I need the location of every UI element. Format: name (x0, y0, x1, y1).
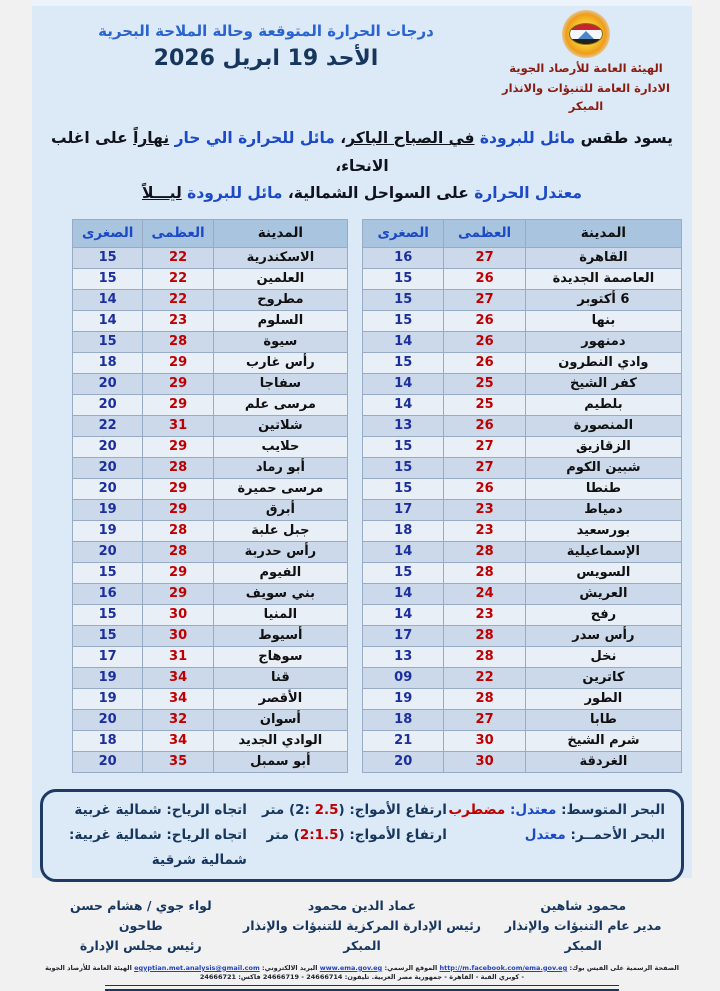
cell-min: 15 (73, 268, 143, 289)
text-segment: مائل للبرودة (181, 183, 283, 202)
cell-max: 29 (143, 583, 213, 604)
cell-max: 32 (143, 709, 213, 730)
text-segment: يسود طقس (575, 129, 673, 148)
cell-city: شلاتين (213, 415, 347, 436)
cell-max: 22 (143, 247, 213, 268)
cell-min: 18 (73, 730, 143, 751)
mediterranean-waves (247, 798, 447, 823)
cell-min: 15 (363, 289, 444, 310)
cell-city: السويس (525, 562, 681, 583)
cell-max: 26 (444, 352, 525, 373)
city-row (73, 541, 348, 562)
signature-title: مدير عام التنبؤات والإنذار المبكر (504, 917, 662, 953)
city-row (363, 688, 682, 709)
city-row (363, 646, 682, 667)
cell-city: الوادي الجديد (213, 730, 347, 751)
cell-city: مرسى حميرة (213, 478, 347, 499)
city-row (363, 625, 682, 646)
cell-city: بني سويف (213, 583, 347, 604)
cell-max: 29 (143, 373, 213, 394)
cell-max: 22 (143, 268, 213, 289)
cell-city: جبل علبة (213, 520, 347, 541)
cell-min: 14 (363, 394, 444, 415)
cell-min: 18 (363, 709, 444, 730)
sea-label: البحر المتوسط: (556, 801, 665, 818)
sea-state-moderate: معتدل (524, 826, 566, 843)
signature-head-central (236, 896, 489, 956)
red-sea-row (59, 823, 665, 873)
city-row (73, 394, 348, 415)
cell-city: أسوان (213, 709, 347, 730)
signature-chairman (46, 896, 236, 956)
summary-line-2 (46, 180, 678, 207)
temps-table-coastal-cities (72, 219, 348, 773)
city-row (73, 646, 348, 667)
cell-city: كاترين (525, 667, 681, 688)
cell-min: 19 (73, 667, 143, 688)
cell-min: 20 (73, 436, 143, 457)
cell-city: نخل (525, 646, 681, 667)
city-row (73, 310, 348, 331)
cell-city: 6 أكتوبر (525, 289, 681, 310)
cell-city: أبو سمبل (213, 751, 347, 772)
cell-max: 23 (444, 604, 525, 625)
cell-city: شرم الشيخ (525, 730, 681, 751)
cell-min: 15 (363, 352, 444, 373)
city-row (73, 268, 348, 289)
cell-min: 20 (73, 373, 143, 394)
cell-max: 27 (444, 436, 525, 457)
cell-min: 14 (363, 373, 444, 394)
cell-max: 30 (444, 751, 525, 772)
cell-city: أبرق (213, 499, 347, 520)
mediterranean-row (59, 798, 665, 823)
cell-max: 30 (444, 730, 525, 751)
city-row (363, 352, 682, 373)
city-row (363, 436, 682, 457)
cell-city: بلطيم (525, 394, 681, 415)
cell-max: 29 (143, 478, 213, 499)
cell-city: بورسعيد (525, 520, 681, 541)
cell-min: 19 (73, 688, 143, 709)
cell-city: كفر الشيخ (525, 373, 681, 394)
city-row (73, 373, 348, 394)
signature-title: رئيس مجلس الإدارة (79, 937, 202, 953)
cell-max: 29 (143, 394, 213, 415)
cell-city: مطروح (213, 289, 347, 310)
cell-city: دمنهور (525, 331, 681, 352)
text-segment: ليـــلاً (141, 183, 182, 202)
cell-max: 26 (444, 310, 525, 331)
cell-min: 14 (363, 604, 444, 625)
cell-city: القاهرة (525, 247, 681, 268)
cell-min: 18 (363, 520, 444, 541)
cell-min: 22 (73, 415, 143, 436)
city-row (363, 415, 682, 436)
cell-min: 20 (73, 394, 143, 415)
city-row (363, 604, 682, 625)
cell-city: سوهاج (213, 646, 347, 667)
city-row (73, 562, 348, 583)
forecast-bulletin (32, 0, 692, 982)
cell-max: 29 (143, 436, 213, 457)
cell-min: 20 (73, 541, 143, 562)
red-sea-state (447, 823, 665, 848)
city-row (363, 520, 682, 541)
cell-max: 27 (444, 709, 525, 730)
temps-table-main-cities (362, 219, 682, 773)
summary-line-1 (46, 125, 678, 179)
text-segment: معتدل الحرارة (474, 183, 583, 202)
cell-min: 14 (73, 289, 143, 310)
text-segment: على السواحل الشمالية، (282, 183, 475, 202)
cell-city: دمياط (525, 499, 681, 520)
cell-max: 26 (444, 415, 525, 436)
cell-city: رأس غارب (213, 352, 347, 373)
cell-city: الغردقة (525, 751, 681, 772)
mediterranean-wind (59, 798, 247, 823)
text-segment: نهاراً (133, 129, 170, 148)
city-row (73, 499, 348, 520)
column-header-city: المدينة (213, 219, 347, 247)
cell-max: 29 (143, 499, 213, 520)
red-sea-wind (59, 823, 247, 873)
signature-director (488, 896, 678, 956)
cell-max: 27 (444, 289, 525, 310)
text-segment: على اغلب الانحاء، (51, 129, 389, 175)
cell-max: 34 (143, 730, 213, 751)
cell-city: رأس سدر (525, 625, 681, 646)
forecast-date: الأحد 19 ابريل 2026 (153, 46, 379, 71)
cell-max: 28 (444, 562, 525, 583)
cell-max: 28 (143, 457, 213, 478)
cell-min: 15 (73, 604, 143, 625)
agency-name-line1: الهيئة العامة للأرصاد الجوية (509, 61, 663, 75)
cell-min: 15 (363, 562, 444, 583)
cell-max: 28 (143, 331, 213, 352)
city-row (363, 247, 682, 268)
cell-max: 23 (444, 499, 525, 520)
city-row (73, 352, 348, 373)
document-title: درجات الحرارة المتوقعة وحالة الملاحة البحرية (98, 22, 434, 40)
cell-max: 30 (143, 625, 213, 646)
cell-max: 26 (444, 268, 525, 289)
waves-value: 2.5 (314, 801, 339, 818)
cell-city: المنصورة (525, 415, 681, 436)
cell-city: المنيا (213, 604, 347, 625)
cell-min: 15 (363, 310, 444, 331)
weather-summary (32, 125, 692, 206)
wind-label: اتجاه الرياح: (161, 801, 247, 818)
city-row (73, 478, 348, 499)
mediterranean-state (447, 798, 665, 823)
table-header-row (73, 219, 348, 247)
cell-min: 14 (73, 310, 143, 331)
cell-city: طابا (525, 709, 681, 730)
cell-city: العلمين (213, 268, 347, 289)
cell-max: 34 (143, 688, 213, 709)
footer-contact-line (32, 964, 692, 984)
city-row (363, 499, 682, 520)
cell-min: 15 (363, 436, 444, 457)
cell-max: 29 (143, 562, 213, 583)
waves-unit: متر (261, 801, 289, 818)
cell-city: قنا (213, 667, 347, 688)
cell-max: 28 (444, 625, 525, 646)
cell-city: الإسماعيلية (525, 541, 681, 562)
cell-min: 15 (363, 457, 444, 478)
cell-city: سفاجا (213, 373, 347, 394)
wind-value: شمالية غربية (74, 801, 162, 818)
cell-min: 15 (73, 247, 143, 268)
cell-city: شبين الكوم (525, 457, 681, 478)
cell-min: 15 (73, 562, 143, 583)
cell-city: مرسى علم (213, 394, 347, 415)
cell-max: 22 (143, 289, 213, 310)
cell-min: 20 (363, 751, 444, 772)
header (32, 6, 692, 115)
cell-max: 24 (444, 583, 525, 604)
agency-name-line2: الادارة العامة للتنبؤات والانذار المبكر (502, 80, 670, 113)
sea-state-moderate: معتدل: (505, 801, 557, 818)
cell-max: 22 (444, 667, 525, 688)
city-row (73, 730, 348, 751)
column-header-min: الصغرى (73, 219, 143, 247)
column-header-max: العظمى (444, 219, 525, 247)
city-row (73, 667, 348, 688)
city-row (73, 289, 348, 310)
city-row (73, 604, 348, 625)
cell-min: 15 (363, 478, 444, 499)
cell-max: 31 (143, 646, 213, 667)
red-sea-waves (247, 823, 447, 848)
cell-max: 28 (444, 541, 525, 562)
cell-min: 15 (73, 331, 143, 352)
cell-min: 14 (363, 331, 444, 352)
cell-max: 31 (143, 415, 213, 436)
cell-max: 34 (143, 667, 213, 688)
cell-city: الاسكندرية (213, 247, 347, 268)
text-segment: مائل للحرارة الي حار (169, 129, 335, 148)
cell-city: العريش (525, 583, 681, 604)
cell-min: 14 (363, 583, 444, 604)
cell-max: 35 (143, 751, 213, 772)
cell-min: 09 (363, 667, 444, 688)
cell-city: الطور (525, 688, 681, 709)
cell-max: 27 (444, 457, 525, 478)
sea-state-rough: مضطرب (448, 801, 506, 818)
city-row (73, 331, 348, 352)
waves-open: (2: (288, 801, 315, 818)
text-segment: ، (334, 129, 347, 148)
cell-max: 23 (143, 310, 213, 331)
cell-city: الفيوم (213, 562, 347, 583)
city-row (73, 247, 348, 268)
waves-value: 2:1.5 (299, 826, 339, 843)
cell-max: 28 (444, 688, 525, 709)
mountain-icon (578, 31, 594, 39)
cell-min: 20 (73, 751, 143, 772)
cell-city: سيوة (213, 331, 347, 352)
cell-min: 20 (73, 478, 143, 499)
city-row (363, 541, 682, 562)
city-row (363, 457, 682, 478)
city-row (363, 751, 682, 772)
cell-min: 14 (363, 541, 444, 562)
waves-unit: متر (266, 826, 294, 843)
cell-min: 17 (363, 625, 444, 646)
signature-name: محمود شاهين (540, 897, 627, 913)
cell-max: 25 (444, 373, 525, 394)
text-segment: في الصباح الباكر (346, 129, 475, 148)
cell-max: 26 (444, 478, 525, 499)
waves-open: ( (293, 826, 300, 843)
text-segment: الصفحة الرسمية على الفيس بوك: (567, 963, 679, 972)
table-header-row (363, 219, 682, 247)
waves-close: ) (338, 801, 345, 818)
cell-min: 20 (73, 709, 143, 730)
cell-min: 19 (73, 499, 143, 520)
column-header-city: المدينة (525, 219, 681, 247)
footer-link[interactable]: http://m.facebook.com/ema.gov.eg (439, 963, 568, 972)
cell-city: رأس حدربة (213, 541, 347, 562)
city-row (73, 583, 348, 604)
cell-min: 13 (363, 415, 444, 436)
cell-min: 17 (363, 499, 444, 520)
cell-min: 13 (363, 646, 444, 667)
city-row (363, 667, 682, 688)
city-row (363, 478, 682, 499)
cell-city: بنها (525, 310, 681, 331)
cell-max: 28 (143, 520, 213, 541)
cell-min: 20 (73, 457, 143, 478)
footer-link[interactable]: egyptian.met.analysis@gmail.com (134, 963, 260, 972)
cell-city: العاصمة الجديدة (525, 268, 681, 289)
cell-min: 16 (363, 247, 444, 268)
footer-link[interactable]: www.ema.gov.eg (319, 963, 383, 972)
cell-min: 17 (73, 646, 143, 667)
cell-city: أبو رماد (213, 457, 347, 478)
ema-sun-emblem-icon (562, 10, 610, 58)
city-row (363, 331, 682, 352)
city-row (73, 520, 348, 541)
signatures (32, 896, 692, 956)
waves-label: ارتفاع الأمواج: (344, 801, 447, 818)
marine-conditions-box (40, 789, 684, 882)
city-row (363, 310, 682, 331)
signature-name: عماد الدين محمود (307, 897, 417, 913)
city-row (73, 415, 348, 436)
text-segment: البريد الالكتروني: (259, 963, 320, 972)
cell-min: 21 (363, 730, 444, 751)
cell-city: حلايب (213, 436, 347, 457)
cell-min: 18 (73, 352, 143, 373)
waves-label: ارتفاع الأمواج: (344, 826, 447, 843)
cell-min: 19 (363, 688, 444, 709)
city-row (363, 373, 682, 394)
signature-title: رئيس الإدارة المركزية للتنبؤات والإنذار المبكر (243, 917, 481, 953)
cell-max: 29 (143, 352, 213, 373)
city-row (363, 583, 682, 604)
signature-name: لواء جوي / هشام حسن طاحون (69, 897, 212, 933)
city-row (363, 562, 682, 583)
cell-max: 28 (444, 646, 525, 667)
city-row (363, 268, 682, 289)
cell-max: 23 (444, 520, 525, 541)
cell-city: السلوم (213, 310, 347, 331)
city-row (363, 394, 682, 415)
cell-city: أسيوط (213, 625, 347, 646)
cell-city: رفح (525, 604, 681, 625)
ema-flag-oval-icon (569, 23, 603, 45)
cell-max: 26 (444, 331, 525, 352)
cell-city: الزقازيق (525, 436, 681, 457)
temperature-tables (32, 219, 692, 773)
cell-min: 15 (73, 625, 143, 646)
cell-max: 25 (444, 394, 525, 415)
cell-max: 27 (444, 247, 525, 268)
cell-city: وادي النطرون (525, 352, 681, 373)
city-row (363, 289, 682, 310)
city-row (73, 751, 348, 772)
cell-city: الأقصر (213, 688, 347, 709)
title-block (42, 8, 490, 115)
cell-max: 30 (143, 604, 213, 625)
text-segment: الموقع الرسمي: (382, 963, 440, 972)
city-row (73, 436, 348, 457)
footer-divider-thin (105, 985, 620, 986)
city-row (363, 730, 682, 751)
cell-min: 15 (363, 268, 444, 289)
cell-city: طنطا (525, 478, 681, 499)
column-header-min: الصغرى (363, 219, 444, 247)
text-segment: مائل للبرودة (474, 129, 576, 148)
column-header-max: العظمى (143, 219, 213, 247)
wind-value: شمالية غربية: شمالية شرقية (68, 826, 247, 868)
city-row (73, 457, 348, 478)
cell-min: 16 (73, 583, 143, 604)
wind-label: اتجاه الرياح: (161, 826, 247, 843)
city-row (363, 709, 682, 730)
waves-close: ) (338, 826, 345, 843)
cell-min: 19 (73, 520, 143, 541)
text-segment: الهيئة العامة للأرصاد الجوية - كوبري القبة - القاهرة - جمهورية مصر العربية. تليفون: 24666714 - 24666719 فاكس: 24666721 (45, 963, 525, 982)
city-row (73, 625, 348, 646)
city-row (73, 688, 348, 709)
sea-label: البحر الأحمــر: (565, 826, 665, 843)
city-row (73, 709, 348, 730)
agency-block (490, 8, 682, 115)
cell-max: 28 (143, 541, 213, 562)
